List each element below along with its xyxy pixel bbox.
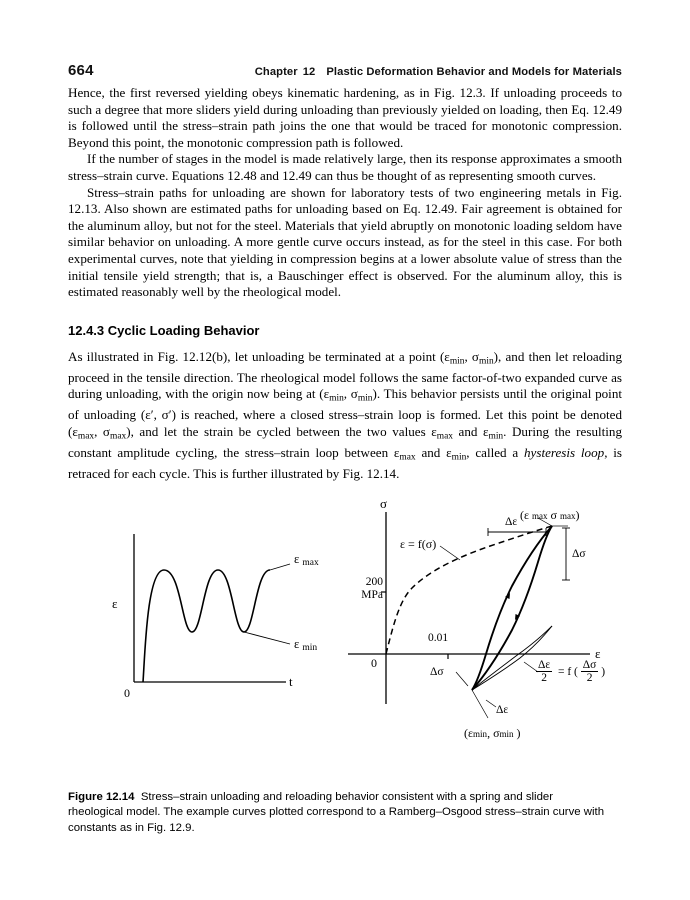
figure-caption-text: Stress–strain unloading and reloading behavior consistent with a spring and slider rheological model. The example curves plotted correspond to a Ramberg–Osgood stress–strain curve with constants as in Fig. 12.9.	[68, 791, 605, 834]
page-number: 664	[68, 62, 94, 79]
right-plot-x-axis-label: ε	[595, 646, 601, 662]
right-plot-origin-label: 0	[371, 656, 377, 671]
section-paragraph: As illustrated in Fig. 12.12(b), let unloading be terminated at a point ($\varepsilon_{min}$, $\sigma_{min}$), and then let reloading proceed in the tensile direction. The rheological model follows the same factor-of-two expanded curve as during unloading, with the origin now being at ($\varepsilon_{min}$, $\sigma_{min}$). This behavior persists until the original point of unloading (ε′, σ′) is reached, where a closed stress–strain loop is formed. Let this point be denoted ($\varepsilon_{max}$, $\sigma_{max}$), and let the strain be cycled between the two values $\varepsilon_{max}$ and $\varepsilon_{min}$. During the resulting constant amplitude cycling, the stress–strain loop between $\varepsilon_{max}$ and $\varepsilon_{min}$, called a hysteresis loop, is retraced for each cycle. This is further illustrated by Fig. 12.14.	[68, 348, 623, 481]
running-head-chapter-number: 12	[302, 66, 316, 78]
right-plot-y-axis-label: σ	[380, 496, 388, 512]
paragraph-3: Stress–strain paths for unloading are shown for laboratory tests of two engineering metals in Fig. 12.13. Also shown are estimated paths for unloading based on Eq. 12.49. Fair agreement is obtained for the aluminum alloy, but not for the steel. Materials that yield abruptly on monotonic loading seldom have similar behavior on unloading. A more gentle curve occurs instead, as for the steel in this case. For both experimental curves, note that yielding in compression begins at a lower absolute value of stress than the initial tensile yield strength; that is, a Bauschinger effect is observed. For the aluminum alloy, this is estimated reasonably well by the rheological model.	[68, 184, 622, 300]
annotation-eps-f-sigma: ε = f(σ)	[400, 537, 437, 552]
running-head-chapter-word: Chapter	[254, 66, 298, 78]
right-plot-y-tick-label: 200 MPa	[361, 576, 383, 602]
annotation-delta-eps-top: Δε	[505, 516, 518, 529]
page-header	[68, 62, 622, 85]
figure-caption-label: Figure 12.14	[68, 791, 135, 804]
paragraph-1: Hence, the first reversed yielding obeys kinematic hardening, as in Fig. 12.3. If unloading proceeds to such a degree that more sliders yield during unloading than previously yielded on loading, then Eq. 12.49 is followed until the stress–strain path joins the one that would be traced for monotonic compression. Beyond this point, the monotonic compression path is followed.	[68, 85, 622, 150]
figure-12-14	[68, 496, 622, 772]
section-heading: 12.4.3 Cyclic Loading Behavior	[68, 322, 260, 338]
annotation-half-range-equation: $\frac{\Delta\varepsilon}{2}$ = f ( $\frac{\Delta\sigma}{2}$ )	[538, 659, 606, 685]
paragraph-2: If the number of stages in the model is made relatively large, then its response approximates a smooth stress–strain curve. Equations 12.48 and 12.49 can thus be thought of as representing smooth curves.	[68, 151, 622, 183]
right-plot-x-tick-label: 0.01	[428, 632, 449, 645]
running-head	[255, 66, 622, 78]
figure-caption	[68, 790, 608, 836]
annotation-point-max: (ε max σ max)	[520, 508, 580, 523]
annotation-point-min: (εmin, σmin )	[464, 726, 521, 741]
left-plot-y-axis-label: ε	[112, 596, 118, 612]
running-head-title: Plastic Deformation Behavior and Models for Materials	[326, 66, 622, 78]
annotation-delta-eps-bottom: Δε	[496, 704, 509, 717]
annotation-delta-sigma-left: Δσ	[430, 666, 444, 679]
annotation-delta-sigma-right: Δσ	[572, 548, 586, 561]
left-plot-epsilon-max-label: ε max	[294, 552, 319, 569]
left-plot-epsilon-min-label: ε min	[294, 637, 318, 654]
page-content	[68, 62, 622, 836]
left-plot-x-axis-label: t	[289, 674, 293, 690]
left-plot-origin-label: 0	[124, 686, 130, 701]
left-plot-strain-vs-time	[134, 534, 290, 682]
right-plot-stress-vs-strain	[348, 512, 590, 718]
